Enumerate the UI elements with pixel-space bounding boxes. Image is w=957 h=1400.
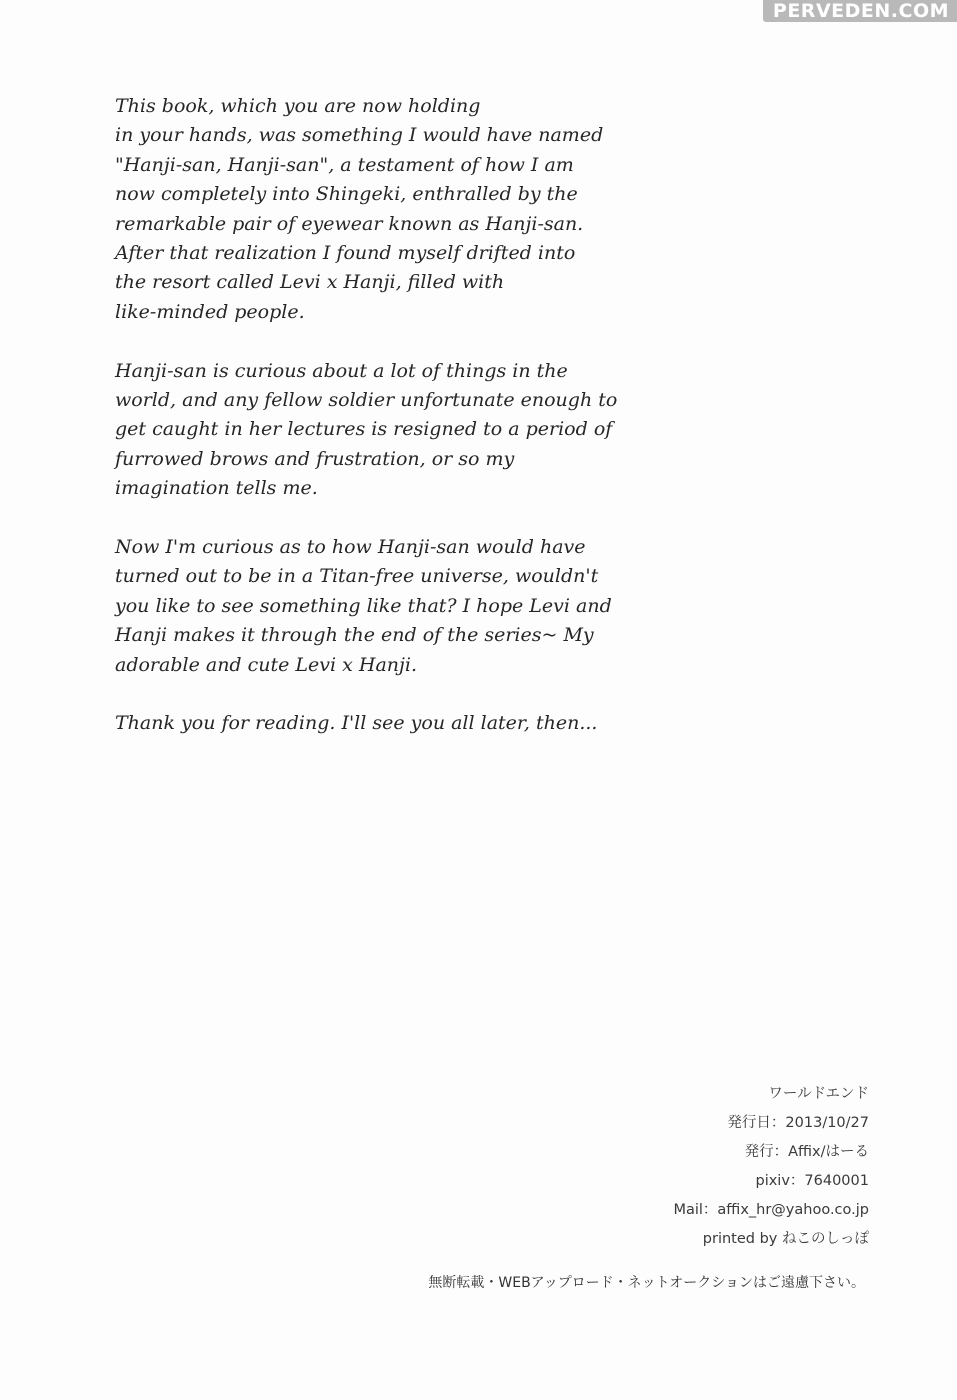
letter-line: get caught in her lectures is resigned to a period of <box>115 418 613 441</box>
colophon-pixiv: pixiv：7640001 <box>755 1173 869 1189</box>
colophon-mail: Mail：affix_hr@yahoo.co.jp <box>673 1202 869 1218</box>
colophon-publisher: 発行：Affix/はーる <box>744 1144 869 1160</box>
afterword-letter <box>115 92 618 739</box>
letter-line: adorable and cute Levi x Hanji. <box>115 653 418 676</box>
letter-line: remarkable pair of eyewear known as Hanji-san. <box>115 212 584 235</box>
letter-line: imagination tells me. <box>115 477 318 500</box>
letter-line: you like to see something like that? I hope Levi and <box>115 594 612 617</box>
letter-line: This book, which you are now holding <box>115 95 481 117</box>
paragraph-gap <box>115 680 615 709</box>
colophon-date: 発行日：2013/10/27 <box>727 1115 869 1131</box>
letter-line: turned out to be in a Titan-free universe, wouldn't <box>115 565 599 588</box>
letter-line: Thank you for reading. I'll see you all later, then... <box>115 712 598 735</box>
letter-line: After that realization I found myself drifted into <box>115 242 576 265</box>
reproduction-notice: 無断転載・WEBアップロード・ネットオークションはご遠慮下さい。 <box>428 1275 865 1291</box>
letter-line: like-minded people. <box>115 300 305 323</box>
letter-line: now completely into Shingeki, enthralled by the <box>115 183 578 206</box>
letter-line: Hanji makes it through the end of the series~ My <box>115 624 594 647</box>
colophon <box>673 1080 869 1254</box>
letter-line: "Hanji-san, Hanji-san", a testament of how I am <box>115 153 574 176</box>
letter-line: world, and any fellow soldier unfortunate enough to <box>115 389 618 412</box>
site-watermark: PERVEDEN.COM <box>763 0 957 22</box>
letter-line: furrowed brows and frustration, or so my <box>115 447 515 470</box>
paragraph-gap <box>115 327 615 356</box>
letter-line: the resort called Levi x Hanji, filled with <box>115 271 505 294</box>
colophon-printer: printed by ねこのしっぽ <box>702 1231 869 1247</box>
colophon-title: ワールドエンド <box>768 1086 869 1102</box>
letter-line: Hanji-san is curious about a lot of things in the <box>115 359 568 382</box>
letter-line: Now I'm curious as to how Hanji-san would have <box>115 536 586 559</box>
letter-line: in your hands, was something I would have named <box>115 124 604 147</box>
paragraph-gap <box>115 504 615 533</box>
